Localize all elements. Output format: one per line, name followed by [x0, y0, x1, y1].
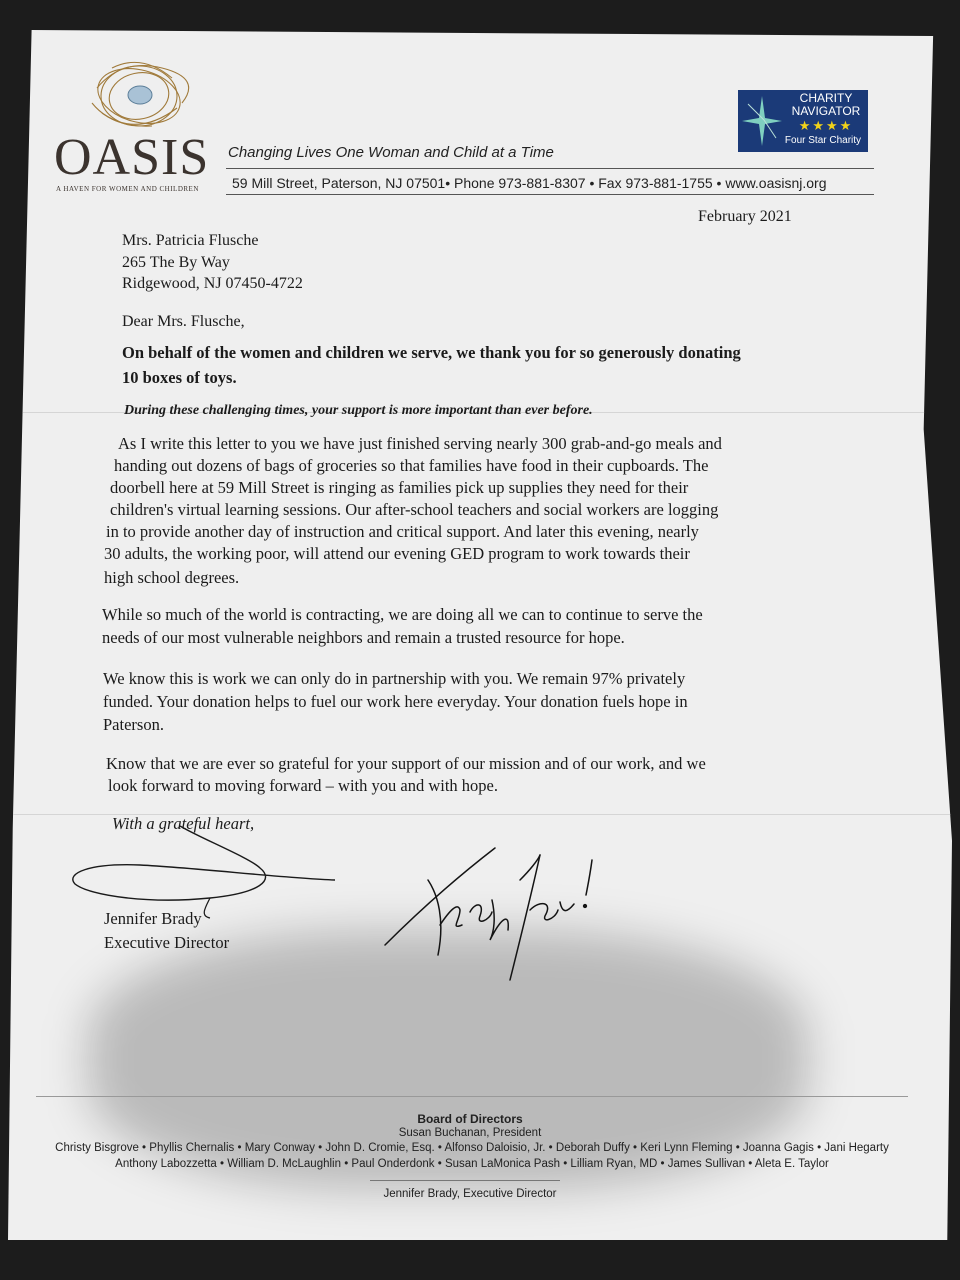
badge-line3: Four Star Charity: [784, 135, 862, 146]
paragraph3-line: funded. Your donation helps to fuel our work here everyday. Your donation fuels hope in: [103, 692, 688, 711]
letterhead-rule-bottom: [226, 194, 874, 195]
paragraph2-line: needs of our most vulnerable neighbors and remain a trusted resource for hope.: [102, 628, 625, 647]
signer-title: Executive Director: [104, 933, 230, 952]
footer-members-line2: Anthony Labozzetta • William D. McLaughlin • Paul Onderdonk • Susan LaMonica Pash • Lilliam Ryan, MD • James Sullivan • Aleta E. Taylor: [115, 1158, 829, 1170]
badge-line1: CHARITY: [799, 91, 853, 105]
paragraph4-line: Know that we are ever so grateful for your support of our mission and of our work, and we: [106, 754, 706, 773]
footer-president: Susan Buchanan, President: [398, 1127, 542, 1139]
closing-line: With a grateful heart,: [112, 814, 255, 833]
letterhead-rule: [226, 168, 874, 169]
paragraph2-line: While so much of the world is contracting, we are doing all we can to continue to serve the: [102, 605, 703, 624]
address-line: 59 Mill Street, Paterson, NJ 07501• Phone 973-881-8307 • Fax 973-881-1755 • www.oasisnj.org: [232, 175, 827, 191]
footer-heading: Board of Directors: [417, 1112, 523, 1126]
paragraph1-line: in to provide another day of instruction and critical support. And later this evening, nearly: [106, 522, 699, 541]
footer-rule: [36, 1096, 908, 1097]
thank-you-handwriting-icon: [380, 840, 610, 990]
paragraph1-line: doorbell here at 59 Mill Street is ringing as families pick up supplies they need for their: [110, 478, 689, 497]
tagline: Changing Lives One Woman and Child at a Time: [228, 144, 554, 161]
badge-stars: ★★★★: [798, 118, 854, 133]
badge-line2: NAVIGATOR: [791, 104, 861, 118]
letter-date: February 2021: [698, 208, 792, 225]
recipient-street: 265 The By Way: [122, 254, 230, 271]
intro-line: On behalf of the women and children we serve, we thank you for so generously donating: [122, 343, 741, 362]
charity-navigator-badge: [738, 90, 868, 152]
paragraph1-line: 30 adults, the working poor, will attend our evening GED program to work towards their: [104, 544, 690, 563]
footer-director: Jennifer Brady, Executive Director: [383, 1188, 557, 1200]
salutation: Dear Mrs. Flusche,: [122, 313, 245, 330]
recipient-city: Ridgewood, NJ 07450-4722: [122, 275, 303, 292]
paragraph1-line: children's virtual learning sessions. Our after-school teachers and social workers are logging: [110, 500, 719, 519]
footer-members-line1: Christy Bisgrove • Phyllis Chernalis • Mary Conway • John D. Cromie, Esq. • Alfonso Daloisio, Jr. • Deborah Duffy • Keri Lynn Fleming • Joanna Gagis • Jani Hegarty: [55, 1142, 889, 1154]
org-logo-subtitle: A HAVEN FOR WOMEN AND CHILDREN: [56, 185, 199, 193]
footer-divider: [370, 1180, 560, 1181]
emphasis-line: During these challenging times, your support is more important than ever before.: [124, 403, 593, 418]
paragraph3-line: We know this is work we can only do in partnership with you. We remain 97% privately: [103, 669, 686, 688]
paragraph4-line: look forward to moving forward – with you and with hope.: [108, 776, 498, 795]
recipient-name: Mrs. Patricia Flusche: [122, 232, 259, 249]
paragraph3-line: Paterson.: [103, 715, 164, 734]
intro-line: 10 boxes of toys.: [122, 368, 237, 387]
paragraph1-line: high school degrees.: [104, 568, 240, 587]
paragraph1-line: handing out dozens of bags of groceries so that families have food in their cupboards. The: [114, 456, 709, 475]
paragraph1-line: As I write this letter to you we have just finished serving nearly 300 grab-and-go meals and: [118, 434, 722, 453]
org-logo-wordmark: OASIS: [54, 129, 210, 186]
signer-name: Jennifer Brady: [104, 909, 202, 928]
